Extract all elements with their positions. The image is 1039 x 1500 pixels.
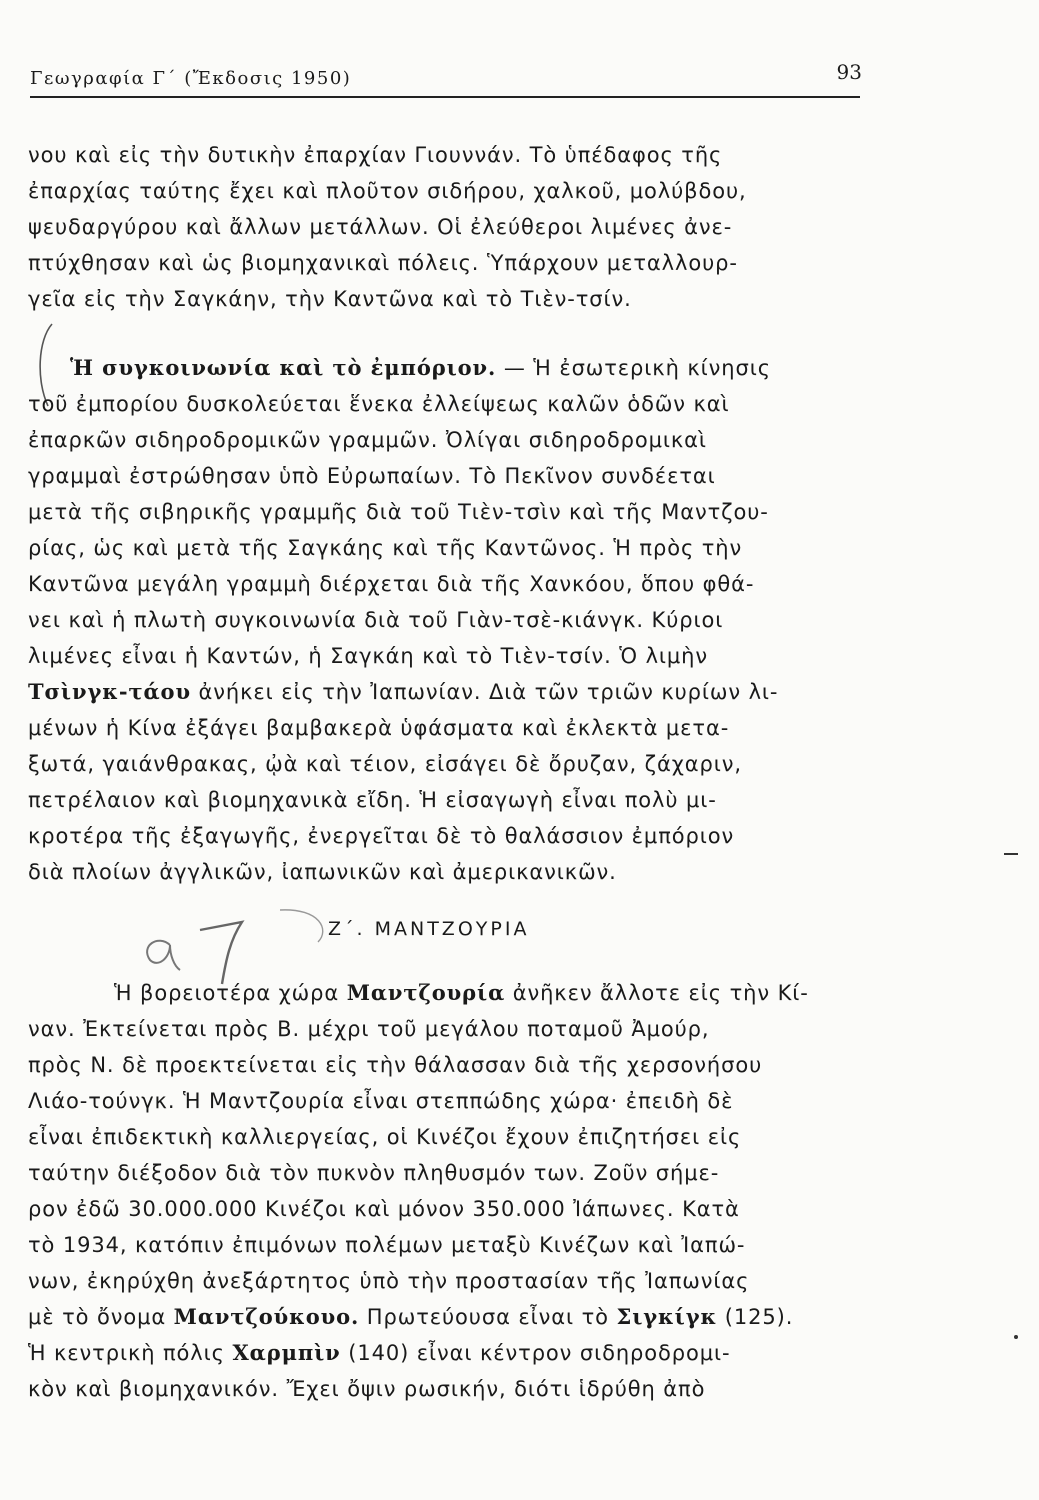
text-run: Ἡ κεντρικὴ πόλις: [28, 1341, 233, 1365]
text-line: γεῖα εἰς τὴν Σαγκάην, τὴν Καντῶνα καὶ τὸ Τιὲν-τσίν.: [28, 287, 632, 311]
running-head: Γεωγραφία Γ΄ (Ἔκδοσις 1950): [30, 68, 352, 89]
text-line: [28, 1299, 878, 1335]
text-line: νει καὶ ἡ πλωτὴ συγκοινωνία διὰ τοῦ Γιὰν-τσὲ-κιάνγκ. Κύριοι: [28, 608, 724, 632]
bold-term: Χαρμπὶν: [232, 1340, 341, 1365]
text-run: (140) εἶναι κέντρον σιδηροδρομι-: [340, 1341, 731, 1365]
text-run: — Ἡ ἐσωτερικὴ κίνησις: [496, 356, 771, 380]
text-line: νων, ἐκηρύχθη ἀνεξάρτητος ὑπὸ τὴν προστασίαν τῆς Ἰαπωνίας: [28, 1269, 750, 1293]
paragraph-heading: Ἡ συγκοινωνία καὶ τὸ ἐμπόριον.: [70, 355, 497, 380]
text-run: Ἡ βορειοτέρα χώρα: [114, 981, 347, 1005]
bold-term: Μαντζούκουο.: [173, 1304, 360, 1329]
text-line: μετὰ τῆς σιβηρικῆς γραμμῆς διὰ τοῦ Τιὲν-τσὶν καὶ τῆς Μαντζου-: [28, 500, 769, 524]
text-line: κροτέρα τῆς ἐξαγωγῆς, ἐνεργεῖται δὲ τὸ θαλάσσιον ἐμπόριον: [28, 824, 735, 848]
page-header: [30, 62, 860, 98]
text-line: ναν. Ἐκτείνεται πρὸς Β. μέχρι τοῦ μεγάλου ποταμοῦ Ἀμούρ,: [28, 1017, 710, 1041]
paragraph-communication-trade: [28, 350, 878, 890]
text-run: μὲ τὸ ὄνομα: [28, 1305, 174, 1329]
text-line: ρον ἐδῶ 30.000.000 Κινέζοι καὶ μόνον 350.000 Ἰάπωνες. Κατὰ: [28, 1197, 740, 1221]
text-run: ἀνήκει εἰς τὴν Ἰαπωνίαν. Διὰ τῶν τριῶν κυρίων λι-: [190, 680, 779, 704]
bold-term: Τσὶνγκ-τάου: [28, 679, 191, 704]
text-line: ἐπαρκῶν σιδηροδρομικῶν γραμμῶν. Ὀλίγαι σιδηροδρομικαὶ: [28, 428, 707, 452]
text-line: τοῦ ἐμπορίου δυσκολεύεται ἕνεκα ἐλλείψεως καλῶν ὁδῶν καὶ: [28, 392, 730, 416]
text-line: ταύτην διέξοδον διὰ τὸν πυκνὸν πληθυσμόν των. Ζοῦν σήμε-: [28, 1161, 720, 1185]
text-line: Καντῶνα μεγάλη γραμμὴ διέρχεται διὰ τῆς Χανκόου, ὅπου φθά-: [28, 572, 755, 596]
text-line: [28, 1335, 878, 1371]
page-number: 93: [836, 60, 862, 84]
text-run: Πρωτεύουσα εἶναι τὸ: [359, 1305, 617, 1329]
text-line: Λιάο-τούνγκ. Ἡ Μαντζουρία εἶναι στεππώδης χώρα· ἐπειδὴ δὲ: [28, 1089, 734, 1113]
text-line: ρίας, ὡς καὶ μετὰ τῆς Σαγκάης καὶ τῆς Καντῶνος. Ἡ πρὸς τὴν: [28, 536, 743, 560]
text-run: (125).: [717, 1305, 794, 1329]
text-line: ψευδαργύρου καὶ ἄλλων μετάλλων. Οἱ ἐλεύθεροι λιμένες ἀνε-: [28, 215, 733, 239]
text-line: διὰ πλοίων ἀγγλικῶν, ἰαπωνικῶν καὶ ἀμερικανικῶν.: [28, 860, 617, 884]
margin-dash-mark: [1004, 853, 1018, 855]
section-heading: Ζ΄. ΜΑΝΤΖΟΥΡΙΑ: [328, 918, 530, 940]
text-line: γραμμαὶ ἐστρώθησαν ὑπὸ Εὐρωπαίων. Τὸ Πεκῖνον συνδέεται: [28, 464, 716, 488]
text-line: ξωτά, γαιάνθρακας, ᾠὰ καὶ τέιον, εἰσάγει δὲ ὄρυζαν, ζάχαριν,: [28, 752, 742, 776]
text-line: [28, 350, 878, 386]
margin-dot-mark: [1014, 1335, 1018, 1339]
text-line: νου καὶ εἰς τὴν δυτικὴν ἐπαρχίαν Γιουννάν. Τὸ ὑπέδαφος τῆς: [28, 143, 723, 167]
bold-term: Μαντζουρία: [346, 980, 506, 1005]
paragraph-mining: [28, 137, 878, 317]
paragraph-manchuria: [28, 975, 878, 1407]
text-line: λιμένες εἶναι ἡ Καντών, ἡ Σαγκάη καὶ τὸ Τιὲν-τσίν. Ὁ λιμὴν: [28, 644, 709, 668]
text-line: μένων ἡ Κίνα ἐξάγει βαμβακερὰ ὑφάσματα καὶ ἐκλεκτὰ μετα-: [28, 716, 730, 740]
bold-term: Σιγκίγκ: [616, 1304, 718, 1329]
text-line: πρὸς Ν. δὲ προεκτείνεται εἰς τὴν θάλασσαν διὰ τῆς χερσονήσου: [28, 1053, 763, 1077]
text-line: κὸν καὶ βιομηχανικόν. Ἔχει ὄψιν ρωσικήν, διότι ἱδρύθη ἀπὸ: [28, 1377, 706, 1401]
text-line: πετρέλαιον καὶ βιομηχανικὰ εἴδη. Ἡ εἰσαγωγὴ εἶναι πολὺ μι-: [28, 788, 717, 812]
text-run: ἀνῆκεν ἄλλοτε εἰς τὴν Κί-: [505, 981, 809, 1005]
text-line: πτύχθησαν καὶ ὡς βιομηχανικαὶ πόλεις. Ὑπάρχουν μεταλλουρ-: [28, 251, 738, 275]
text-line: [28, 674, 878, 710]
text-line: εἶναι ἐπιδεκτικὴ καλλιεργείας, οἱ Κινέζοι ἔχουν ἐπιζητήσει εἰς: [28, 1125, 742, 1149]
text-line: ἐπαρχίας ταύτης ἔχει καὶ πλοῦτον σιδήρου, χαλκοῦ, μολύβδου,: [28, 179, 747, 203]
text-line: τὸ 1934, κατόπιν ἐπιμόνων πολέμων μεταξὺ Κινέζων καὶ Ἰαπώ-: [28, 1233, 746, 1257]
text-line: [28, 975, 878, 1011]
